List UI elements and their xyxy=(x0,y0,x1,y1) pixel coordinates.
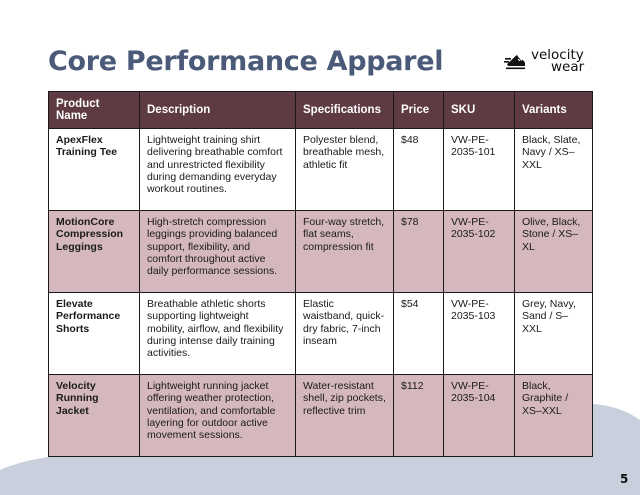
header-price: Price xyxy=(394,92,444,129)
cell-variants: Black, Slate, Navy / XS–XXL xyxy=(515,129,593,211)
table-header-row xyxy=(49,92,593,129)
cell-variants: Olive, Black, Stone / XS–XL xyxy=(515,211,593,293)
cell-sku: VW-PE-2035-104 xyxy=(444,375,515,457)
cell-specifications: Polyester blend, breathable mesh, athletic fit xyxy=(296,129,394,211)
cell-product-name: Elevate Performance Shorts xyxy=(49,293,140,375)
cell-product-name: Velocity Running Jacket xyxy=(49,375,140,457)
cell-sku: VW-PE-2035-101 xyxy=(444,129,515,211)
table-row xyxy=(49,375,593,457)
cell-sku: VW-PE-2035-102 xyxy=(444,211,515,293)
cell-product-name: ApexFlex Training Tee xyxy=(49,129,140,211)
page-number: 5 xyxy=(620,472,629,486)
header-description: Description xyxy=(140,92,296,129)
cell-product-name: MotionCore Compression Leggings xyxy=(49,211,140,293)
table-row xyxy=(49,293,593,375)
cell-price: $112 xyxy=(394,375,444,457)
cell-price: $78 xyxy=(394,211,444,293)
header-sku: SKU xyxy=(444,92,515,129)
table-row xyxy=(49,211,593,293)
page-title: Core Performance Apparel xyxy=(48,46,444,77)
cell-sku: VW-PE-2035-103 xyxy=(444,293,515,375)
header-specifications: Specifications xyxy=(296,92,394,129)
cell-specifications: Four-way stretch, flat seams, compression fit xyxy=(296,211,394,293)
cell-specifications: Elastic waistband, quick-dry fabric, 7-inch inseam xyxy=(296,293,394,375)
header-variants: Variants xyxy=(515,92,593,129)
cell-variants: Black, Graphite / XS–XXL xyxy=(515,375,593,457)
cell-description: Lightweight training shirt delivering breathable comfort and unrestricted flexibility during demanding everyday workout routines. xyxy=(140,129,296,211)
product-table xyxy=(48,91,592,457)
cell-description: High-stretch compression leggings providing balanced support, flexibility, and comfort throughout active daily performance sessions. xyxy=(140,211,296,293)
cell-price: $54 xyxy=(394,293,444,375)
table-row xyxy=(49,129,593,211)
header-product-name: Product Name xyxy=(49,92,140,129)
cell-specifications: Water-resistant shell, zip pockets, reflective trim xyxy=(296,375,394,457)
runner-shoe-icon xyxy=(504,49,528,73)
brand-logo xyxy=(504,46,600,76)
logo-text-velocity: velocity xyxy=(531,47,584,63)
cell-variants: Grey, Navy, Sand / S–XXL xyxy=(515,293,593,375)
cell-price: $48 xyxy=(394,129,444,211)
logo-text-wear: wear xyxy=(551,59,585,75)
cell-description: Breathable athletic shorts supporting lightweight mobility, airflow, and flexibility during intense daily training activities. xyxy=(140,293,296,375)
cell-description: Lightweight running jacket offering weather protection, ventilation, and comfortable layering for outdoor active movement sessions. xyxy=(140,375,296,457)
